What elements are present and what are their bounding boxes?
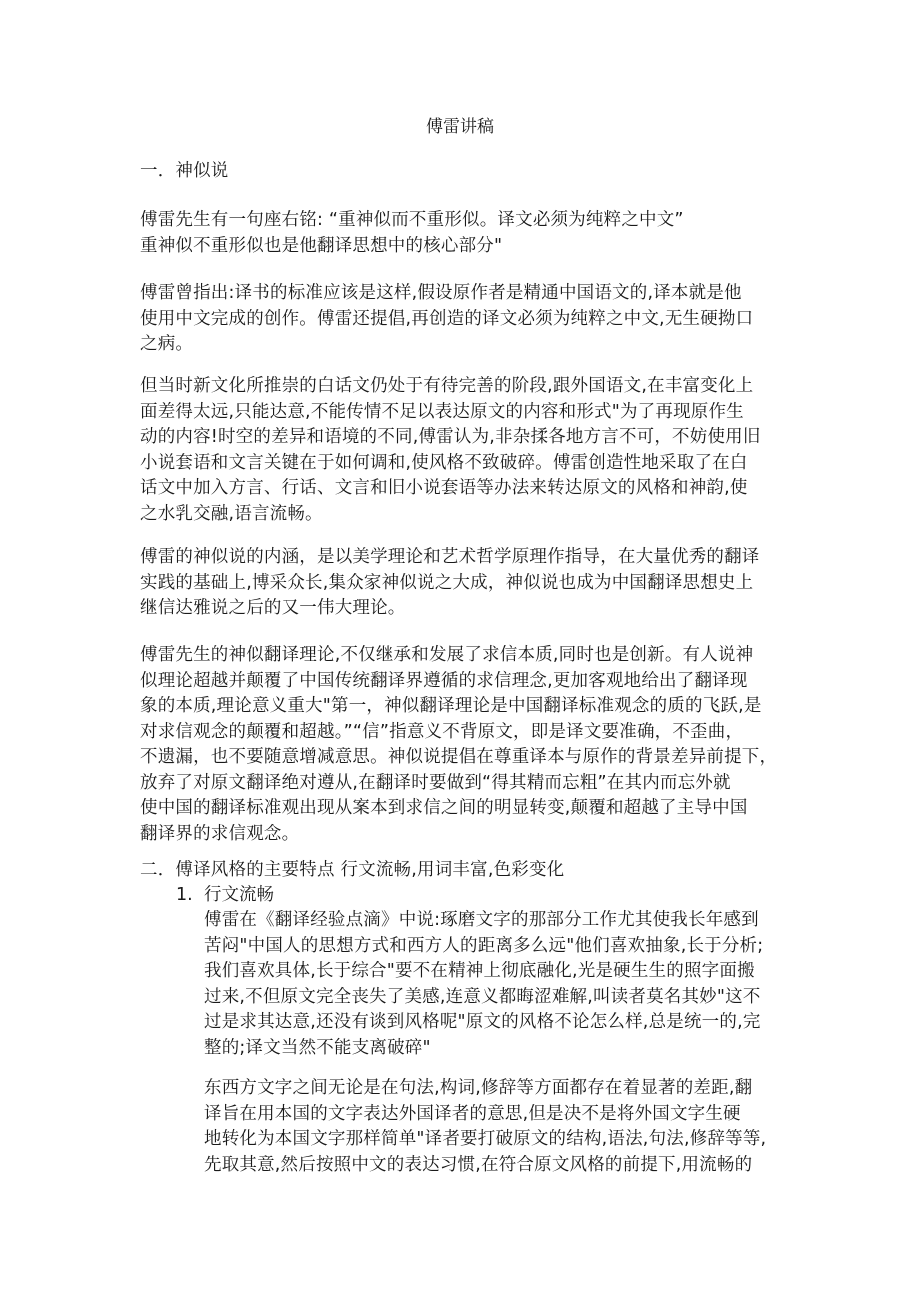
paragraph-line: 重神似不重形似也是他翻译思想中的核心部分" bbox=[140, 235, 503, 256]
page-title: 傅雷讲稿 bbox=[426, 117, 494, 137]
paragraph-line: 实践的基础上,博采众长,集众家神似说之大成，神似说也成为中国翻译思想史上 bbox=[140, 572, 754, 593]
paragraph-line: 整的;译文当然不能支离破碎" bbox=[204, 1037, 431, 1058]
paragraph-line: 我们喜欢具体,长于综合"要不在精神上彻底融化,光是硬生生的照字面搬 bbox=[204, 961, 755, 981]
paragraph-line: 过来,不但原文完全丧失了美感,连意义都晦涩难解,叫读者莫名其妙"这不 bbox=[204, 986, 761, 1007]
paragraph-1 bbox=[140, 208, 790, 259]
paragraph-line: 不遗漏，也不要随意增减意思。神似说提倡在尊重译本与原作的背景差异前提下， bbox=[140, 747, 778, 767]
paragraph-line: 傅雷在《翻译经验点滴》中说:琢磨文字的那部分工作尤其使我长年感到 bbox=[204, 910, 759, 930]
paragraph-line: 地转化为本国文字那样简单"译者要打破原文的结构,语法,句法,修辞等等, bbox=[204, 1129, 767, 1149]
paragraph-line: 放弃了对原文翻译绝对遵从,在翻译时要做到“得其精而忘粗”在其内而忘外就 bbox=[140, 772, 731, 793]
paragraph-line: 之水乳交融,语言流畅。 bbox=[140, 503, 323, 524]
paragraph-line: 对求信观念的颠覆和超越。”“信”指意义不背原文，即是译文要准确，不歪曲， bbox=[140, 721, 744, 742]
paragraph-line: 傅雷曾指出:译书的标准应该是这样,假设原作者是精通中国语文的,译本就是他 bbox=[140, 283, 742, 303]
paragraph-line: 继信达雅说之后的又一伟大理论。 bbox=[140, 598, 406, 618]
paragraph-3 bbox=[140, 374, 790, 527]
paragraph-4 bbox=[140, 545, 790, 622]
paragraph-line: 翻译界的求信观念。 bbox=[140, 823, 300, 844]
paragraph-line: 傅雷先生的神似翻译理论,不仅继承和发展了求信本质,同时也是创新。有人说神 bbox=[140, 645, 754, 665]
paragraph-line: 动的内容!时空的差异和语境的不同,傅雷认为,非杂揉各地方言不可，不妨使用旧 bbox=[140, 427, 761, 447]
paragraph-line: 小说套语和文言关键在于如何调和,使风格不致破碎。傅雷创造性地采取了在白 bbox=[140, 452, 748, 473]
paragraph-line: 过是求其达意,还没有谈到风格呢"原文的风格不论怎么样,总是统一的,完 bbox=[204, 1012, 761, 1032]
paragraph-2 bbox=[140, 281, 790, 358]
paragraph-line: 之病。 bbox=[140, 334, 194, 354]
subsection-heading-1 bbox=[176, 883, 274, 909]
paragraph-line: 傅雷先生有一句座右铭: “重神似而不重形似。译文必须为纯粹之中文” bbox=[140, 210, 684, 230]
paragraph-line: 使中国的翻译标准观出现从案本到求信之间的明显转变,颠覆和超越了主导中国 bbox=[140, 798, 748, 818]
section-heading-1: 一．神似说 bbox=[140, 161, 229, 181]
paragraph-line: 使用中文完成的创作。傅雷还提倡,再创造的译文必须为纯粹之中文,无生硬拗口 bbox=[140, 308, 754, 329]
paragraph-line: 面差得太远,只能达意,不能传情不足以表达原文的内容和形式"为了再现原作生 bbox=[140, 401, 744, 422]
paragraph-6 bbox=[204, 908, 790, 1061]
paragraph-line: 象的本质,理论意义重大"第一，神似翻译理论是中国翻译标准观念的质的飞跃,是 bbox=[140, 696, 762, 716]
paragraph-line: 傅雷的神似说的内涵，是以美学理论和艺术哲学原理作指导，在大量优秀的翻译 bbox=[140, 547, 760, 567]
paragraph-7 bbox=[204, 1076, 790, 1178]
paragraph-line: 但当时新文化所推崇的白话文仍处于有待完善的阶段,跟外国语文,在丰富变化上 bbox=[140, 376, 754, 396]
section-heading-2: 二．傅译风格的主要特点 行文流畅,用词丰富,色彩变化 bbox=[140, 860, 565, 880]
paragraph-5 bbox=[140, 643, 790, 847]
paragraph-line: 译旨在用本国的文字表达外国译者的意思,但是决不是将外国文字生硬 bbox=[204, 1103, 741, 1124]
paragraph-line: 话文中加入方言、行话、文言和旧小说套语等办法来转达原文的风格和神韵,使 bbox=[140, 478, 748, 498]
paragraph-line: 先取其意,然后按照中文的表达习惯,在符合原文风格的前提下,用流畅的 bbox=[204, 1154, 753, 1175]
paragraph-line: 苦闷"中国人的思想方式和西方人的距离多么远"他们喜欢抽象,长于分析; bbox=[204, 935, 764, 956]
list-number: 1. bbox=[176, 885, 193, 905]
paragraph-line: 东西方文字之间无论是在句法,构词,修辞等方面都存在着显著的差距,翻 bbox=[204, 1078, 753, 1098]
paragraph-line: 似理论超越并颠覆了中国传统翻译界遵循的求信理念,更加客观地给出了翻译现 bbox=[140, 670, 748, 691]
subsection-title: 行文流畅 bbox=[204, 885, 274, 905]
